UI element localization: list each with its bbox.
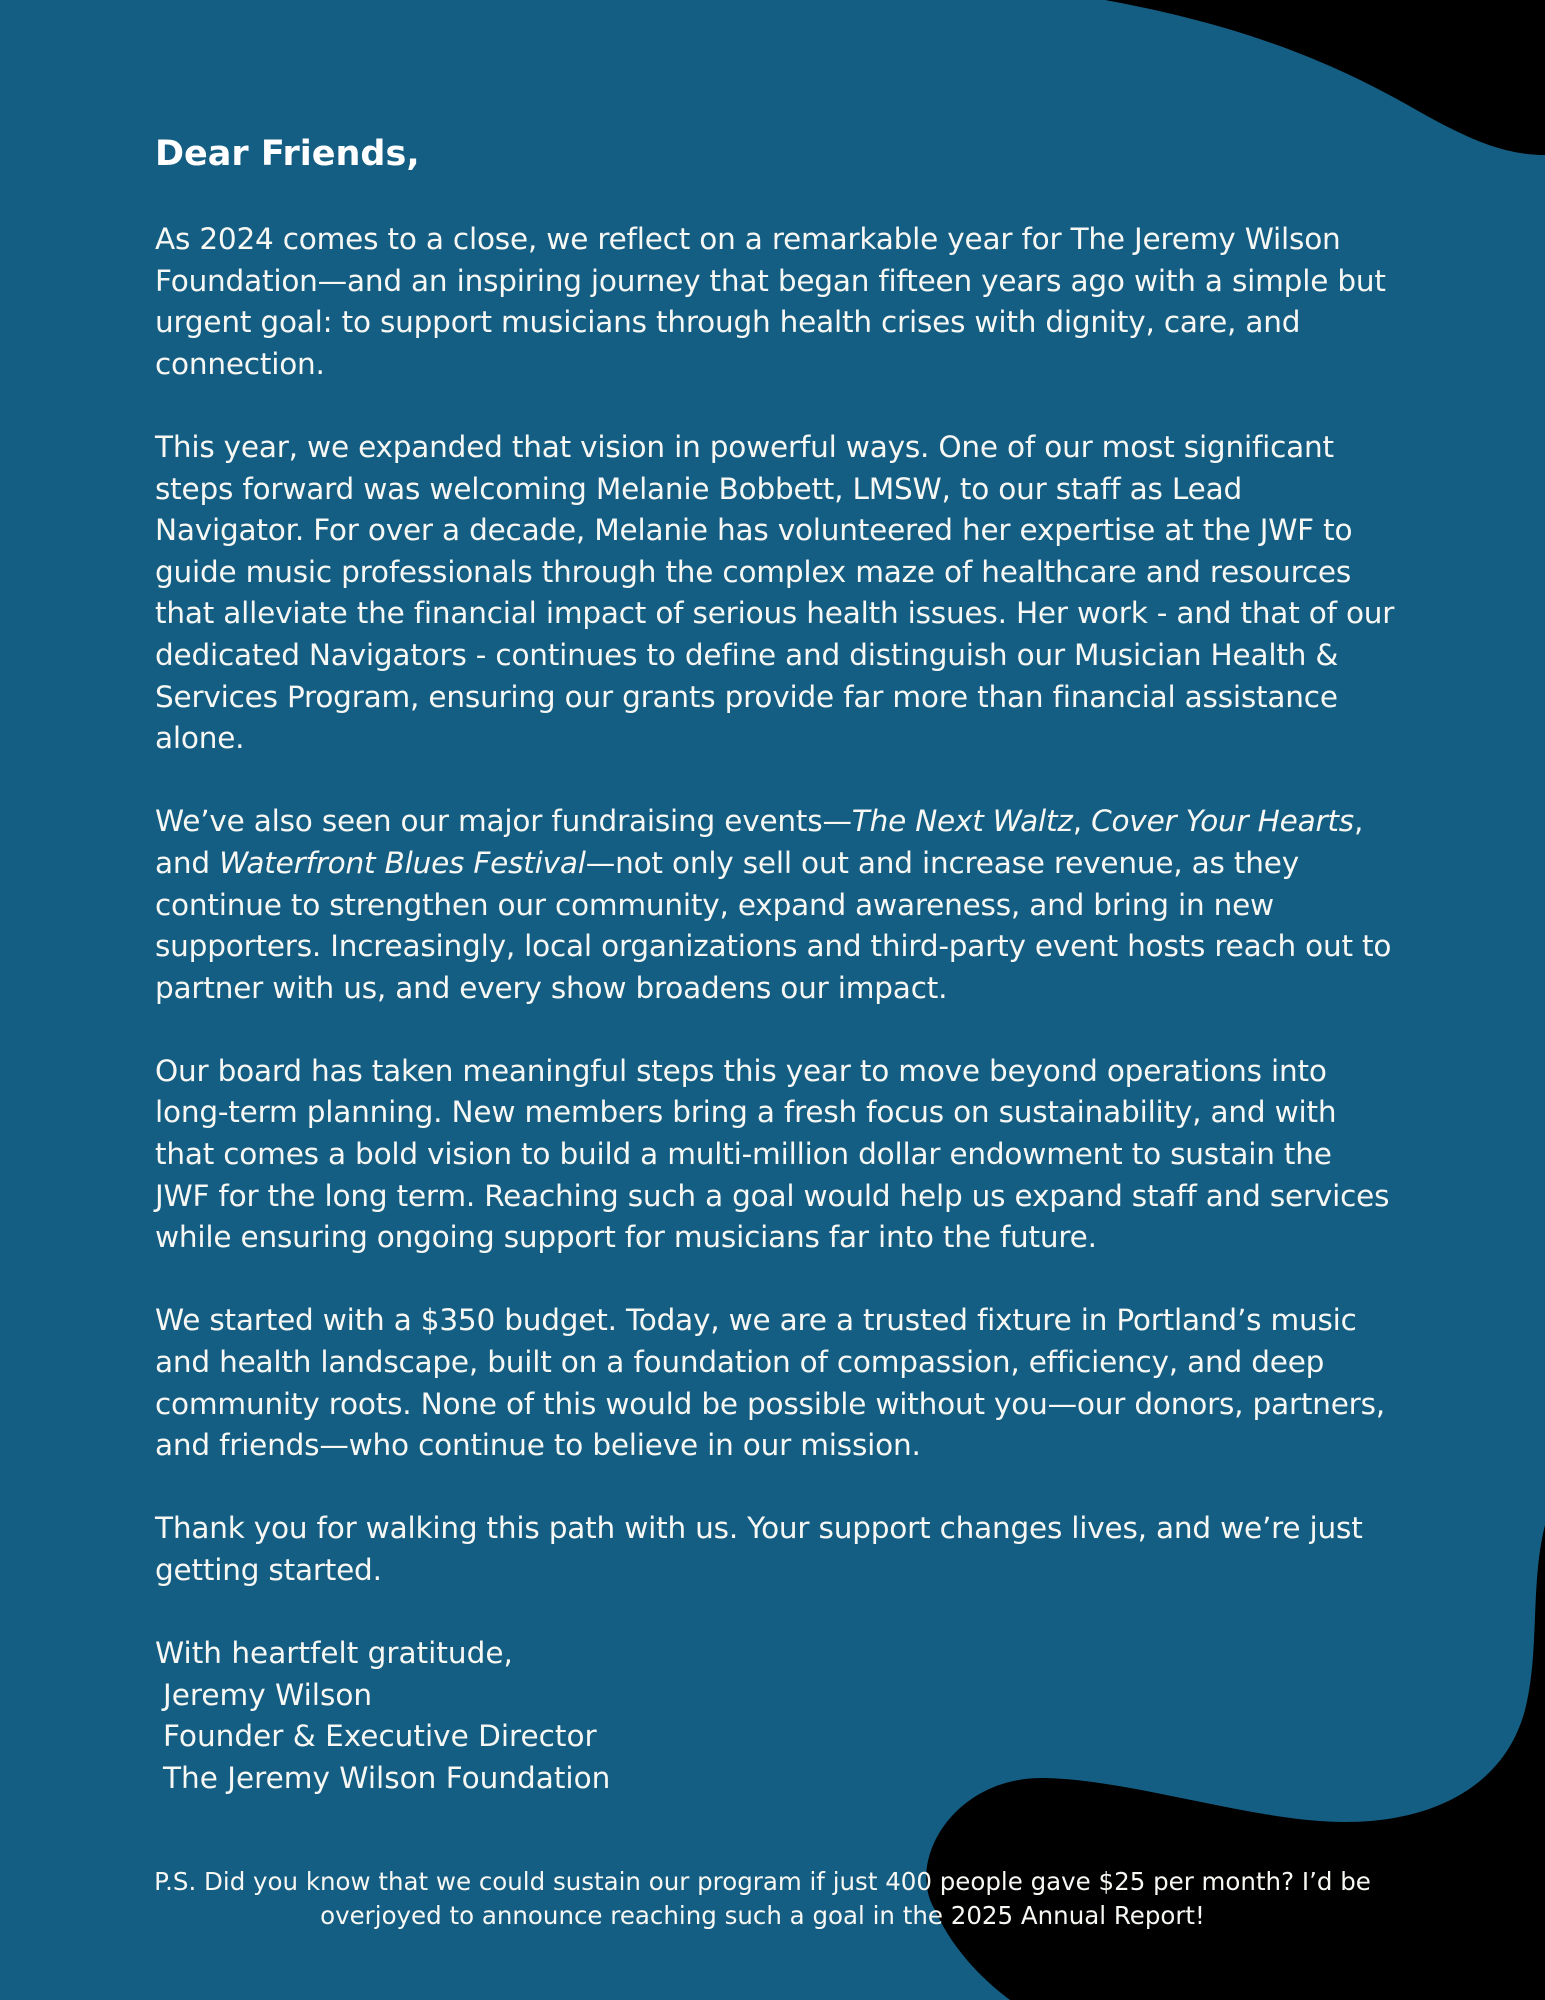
events-separator-2: , and bbox=[155, 804, 1364, 880]
paragraph-intro: As 2024 comes to a close, we reflect on a remarkable year for The Jeremy Wilson Foundation—and an inspiring journey that began fifteen years ago with a simple but urgent goal: to support musicians through health crises with dignity, care, and connection. bbox=[155, 222, 1386, 381]
event-cover-your-hearts: Cover Your Hearts bbox=[1091, 804, 1354, 839]
paragraph-thank-you: Thank you for walking this path with us. Your support changes lives, and we’re just getting started. bbox=[155, 1511, 1363, 1587]
signature-title: Founder & Executive Director bbox=[163, 1719, 597, 1754]
postscript: P.S. Did you know that we could sustain our program if just 400 people gave $25 per month? I’d be overjoyed to announce reaching such a goal in the 2025 Annual Report! bbox=[154, 1867, 1371, 1930]
paragraph-lead-navigator: This year, we expanded that vision in powerful ways. One of our most significant steps forward was welcoming Melanie Bobbett, LMSW, to our staff as Lead Navigator. For over a decade, Melanie has volunteered her expertise at the JWF to guide music professionals through the complex maze of healthcare and resources that alleviate the financial impact of serious health issues. Her work - and that of our dedicated Navigators - continues to define and distinguish our Musician Health & Services Program, ensuring our grants provide far more than financial assistance alone. bbox=[155, 429, 1395, 756]
events-rest-text: —not only sell out and increase revenue, as they continue to strengthen our community, expand awareness, and bring in new supporters. Increasingly, local organizations and third-party event hosts reach out to partner with us, and every show broadens our impact. bbox=[155, 845, 1392, 1005]
event-the-next-waltz: The Next Waltz bbox=[851, 804, 1073, 839]
events-intro-text: We’ve also seen our major fundraising events— bbox=[155, 804, 852, 839]
letter-body bbox=[155, 130, 1395, 1800]
signature-name: Jeremy Wilson bbox=[163, 1677, 373, 1712]
paragraph-board-planning: Our board has taken meaningful steps this year to move beyond operations into long-term planning. New members bring a fresh focus on sustainability, and with that comes a bold vision to build a multi-million dollar endowment to sustain the JWF for the long term. Reaching such a goal would help us expand staff and services while ensuring ongoing support for musicians far into the future. bbox=[155, 1053, 1390, 1255]
paragraph-history: We started with a $350 budget. Today, we are a trusted fixture in Portland’s music and health landscape, built on a foundation of compassion, efficiency, and deep community roots. None of this would be possible without you—our donors, partners, and friends—who continue to believe in our mission. bbox=[155, 1303, 1385, 1463]
signature-org: The Jeremy Wilson Foundation bbox=[163, 1760, 611, 1795]
event-waterfront-blues-festival: Waterfront Blues Festival bbox=[219, 845, 586, 880]
events-separator-1: , bbox=[1072, 804, 1092, 839]
signoff: With heartfelt gratitude, bbox=[155, 1636, 513, 1671]
letter-greeting: Dear Friends, bbox=[155, 134, 420, 174]
paragraph-fundraising-events bbox=[155, 801, 1395, 1009]
